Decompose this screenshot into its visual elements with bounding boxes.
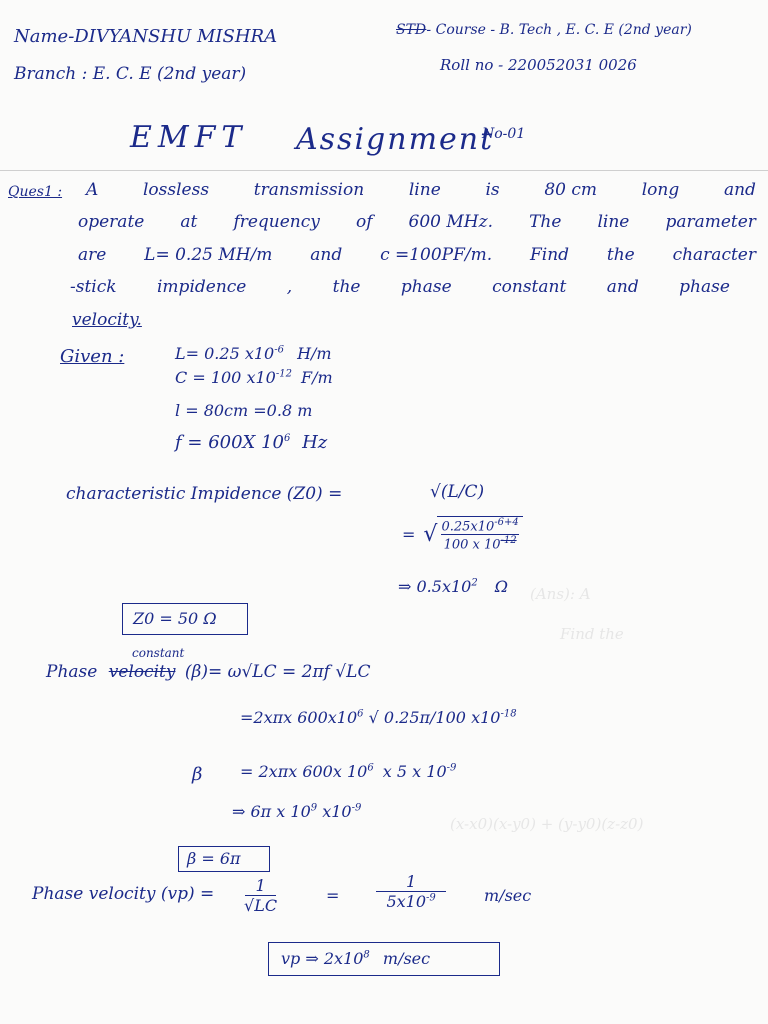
given-frequency xyxy=(175,432,327,453)
equals-sign: = xyxy=(402,524,416,544)
word: phase xyxy=(400,277,452,297)
word: c =100PF/m. xyxy=(380,245,493,265)
beta-symbol: β xyxy=(192,764,203,785)
word: phase xyxy=(679,277,730,297)
exponent: 6 xyxy=(367,762,374,774)
given-inductance xyxy=(175,344,332,363)
value: ⇒ 0.5x10 xyxy=(398,577,472,596)
value: x 5 x 10 xyxy=(382,762,447,781)
phase-constant-result: β = 6π xyxy=(187,849,241,868)
exponent: -9 xyxy=(446,762,457,774)
value: = 2xπx 600x 10 xyxy=(240,762,368,781)
title-assignment: Assignment xyxy=(296,122,495,157)
word: Find xyxy=(530,245,570,265)
unit: Ω xyxy=(494,577,509,596)
word: 80 cm xyxy=(544,180,598,200)
impedance-step-3 xyxy=(398,577,508,596)
roll-number: Roll no - 220052031 0026 xyxy=(440,56,637,74)
exponent: -18 xyxy=(500,708,517,720)
phase-velocity-label: Phase velocity (vp) = xyxy=(32,884,215,904)
question-line-2 xyxy=(78,212,756,232)
value: 100 x 10 xyxy=(443,537,501,553)
unit: m/sec xyxy=(382,949,431,968)
value: L= 0.25 x10 xyxy=(175,344,275,363)
phase-constant-eq-1 xyxy=(46,662,370,682)
fraction xyxy=(437,516,522,553)
question-line-5: velocity. xyxy=(72,310,142,330)
bleed-through-text: (Ans): A xyxy=(530,585,591,603)
word: and xyxy=(310,245,343,265)
word: line xyxy=(597,212,630,232)
branch: Branch : E. C. E (2nd year) xyxy=(14,64,247,84)
phase-velocity-fraction-1 xyxy=(244,876,277,915)
word: operate xyxy=(78,212,145,232)
word: line xyxy=(408,180,441,200)
word: , xyxy=(286,277,293,297)
phase-velocity-result-box xyxy=(268,942,500,976)
word: the xyxy=(606,245,635,265)
exponent: -12 xyxy=(500,535,517,547)
word: transmission xyxy=(253,180,365,200)
phase-constant-eq-2 xyxy=(240,708,517,727)
given-length: l = 80cm =0.8 m xyxy=(175,401,313,420)
word: lossless xyxy=(142,180,210,200)
word: character xyxy=(672,245,756,265)
value: 5x10 xyxy=(386,892,426,911)
course-text: - Course - B. Tech , E. C. E (2nd year) xyxy=(426,22,692,38)
word: is xyxy=(485,180,500,200)
word: are xyxy=(78,245,107,265)
question-label: Ques1 : xyxy=(8,184,63,200)
numerator: 1 xyxy=(376,872,446,892)
exponent: 8 xyxy=(363,949,370,961)
page-divider xyxy=(0,170,768,171)
phase-constant-result-box xyxy=(178,846,270,872)
struck-text: STD xyxy=(396,22,427,38)
value: f = 600X 10 xyxy=(175,432,284,453)
given-label: Given : xyxy=(60,346,125,367)
value: √ 0.25π/100 x10 xyxy=(368,708,501,727)
phase-velocity-result xyxy=(281,949,430,968)
word: A xyxy=(86,180,99,200)
value: vp ⇒ 2x10 xyxy=(281,949,364,968)
word: and xyxy=(723,180,756,200)
unit: H/m xyxy=(297,344,332,363)
given-capacitance xyxy=(175,368,333,387)
denominator: √LC xyxy=(244,896,278,915)
question-line-1 xyxy=(86,180,756,200)
correction-text: constant xyxy=(132,646,185,660)
word: frequency xyxy=(233,212,320,232)
word: 600 MHz. xyxy=(408,212,493,232)
bleed-through-text: (x-x0)(x-y0) + (y-y0)(z-z0) xyxy=(450,815,644,833)
question-line-4 xyxy=(70,277,730,297)
bleed-through-text: Find the xyxy=(560,625,624,643)
exponent: -6 xyxy=(274,344,284,356)
exponent: -6+4 xyxy=(494,517,519,528)
phase-velocity-fraction-2 xyxy=(376,872,446,911)
impedance-result: Z0 = 50 Ω xyxy=(133,609,217,628)
unit: F/m xyxy=(301,368,333,387)
exponent: 6 xyxy=(357,708,364,720)
student-name: Name-DIVYANSHU MISHRA xyxy=(14,26,278,47)
word: and xyxy=(606,277,639,297)
impedance-step-2 xyxy=(402,516,523,553)
exponent: -12 xyxy=(275,368,292,380)
value: C = 100 x10 xyxy=(175,368,276,387)
word: parameter xyxy=(665,212,756,232)
word: of xyxy=(355,212,373,232)
exponent: 2 xyxy=(471,577,478,589)
impedance-formula: √(L/C) xyxy=(430,482,485,502)
value: ⇒ 6π x 10 xyxy=(232,802,311,821)
denominator xyxy=(386,892,435,911)
word: the xyxy=(332,277,361,297)
word: long xyxy=(641,180,680,200)
value: 0.25x10 xyxy=(441,519,495,535)
question-line-3 xyxy=(78,245,756,265)
word: L= 0.25 MH/m xyxy=(144,245,273,265)
course xyxy=(396,22,692,38)
exponent: -9 xyxy=(351,802,362,814)
struck-text: velocity xyxy=(108,662,176,682)
phase-constant-eq-3 xyxy=(240,762,456,781)
word: impidence xyxy=(157,277,247,297)
word: at xyxy=(180,212,198,232)
denominator xyxy=(441,535,518,552)
numerator: 1 xyxy=(245,876,275,896)
unit: Hz xyxy=(302,432,328,453)
sqrt-sign: √ xyxy=(423,521,438,547)
exponent: 6 xyxy=(283,433,291,444)
numerator xyxy=(441,517,518,535)
impedance-label: characteristic Impidence (Z0) = xyxy=(66,484,343,504)
phase-constant-eq-4 xyxy=(232,802,361,821)
value: =2xπx 600x10 xyxy=(240,708,358,727)
label: Phase xyxy=(46,662,98,682)
equals-sign: = xyxy=(326,886,340,905)
word: constant xyxy=(492,277,567,297)
title-emft: EMFT xyxy=(130,120,248,155)
phase-velocity-unit: m/sec xyxy=(484,886,532,905)
assignment-number: No-01 xyxy=(482,126,526,142)
equation: (β)= ω√LC = 2πf √LC xyxy=(184,662,371,682)
exponent: -9 xyxy=(426,892,436,904)
word: -stick xyxy=(70,277,117,297)
word: The xyxy=(529,212,562,232)
impedance-result-box xyxy=(122,603,248,635)
exponent: 9 xyxy=(310,802,318,814)
value: x10 xyxy=(322,802,352,821)
